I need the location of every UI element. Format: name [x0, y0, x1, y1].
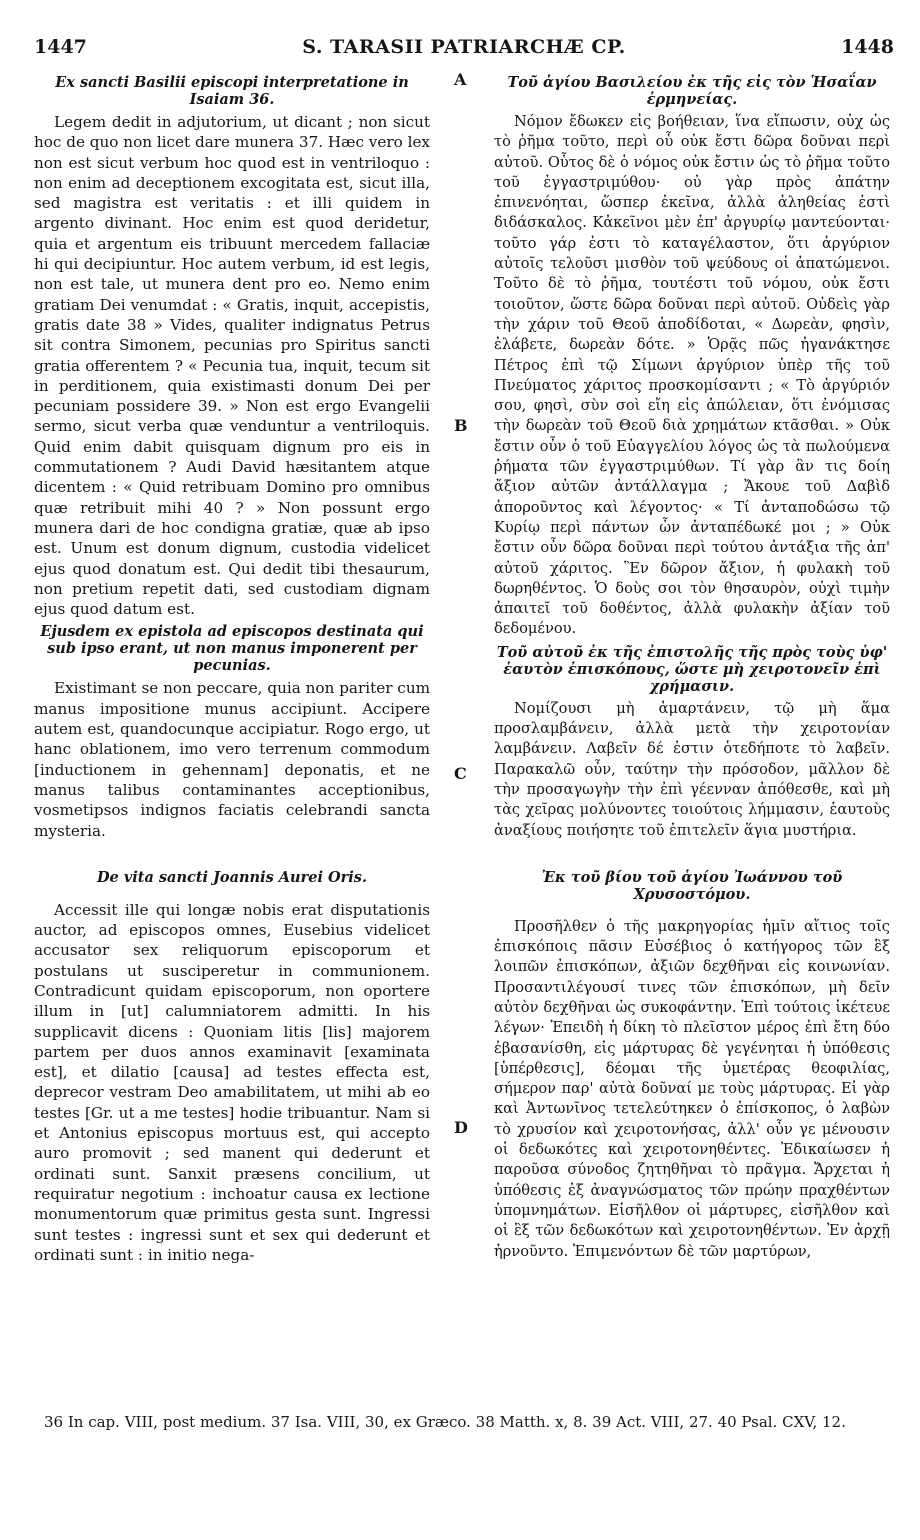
latin-paragraph-1: Legem dedit in adjutorium, ut dicant ; non sicut hoc de quo non licet dare munera 37. Hæc vero lex non est sicut verbum hoc quod est in ventriloquo : non enim ad deceptionem excogitata est, sicut illa, sed magistra est veritatis : et illi quidem in argento divinant. Hoc enim est quod deridetur, quia et argentum eis tribuunt mercedem fallaciæ hi qui decipiuntur. Hoc autem verbum, id est legis, non est tale, ut munera dent pro eo. Nemo enim gratiam Dei venumdat : « Gratis, inquit, accepistis, gratis date 38 » Vides, qualiter indignatus Petrus sit contra Simonem, pecunias pro Spiritus sancti gratia offerentem ? « Pecunia tua, inquit, tecum sit in perditionem, quia existimasti donum Dei per pecuniam possidere 39. » Non est ergo Evangelii sermo, sicut verba quæ venduntur a ventriloquis. Quid enim dabit quisquam dignum pro eis in commutationem ? Audi David hæsitantem atque dicentem : « Quid retribuam Domino pro omnibus quæ retribuit mihi 40 ? » Non possunt ergo munera dari de hoc condigna gratiæ, quæ ab ipso est. Unum est donum dignum, custodia videlicet ejus quod donatum est. Qui dedit tibi thesaurum, non pretium repetit dati, sed custodiam dignam ejus quod datum est. [34, 113, 430, 619]
running-title: S. TARASII PATRIARCHÆ CP. [302, 36, 626, 58]
latin-section-title-3: De vita sancti Joannis Aurei Oris. [96, 868, 368, 886]
left-page-number: 1447 [34, 36, 87, 58]
greek-paragraph-2: Νομίζουσι μὴ ἁμαρτάνειν, τῷ μὴ ἅμα προσλαμβάνειν, ἀλλὰ μετὰ τὴν χειροτονίαν λαμβάνειν. Λαβεῖν δέ ἐστιν ὁτεδήποτε τὸ λαβεῖν. Παρακαλῶ οὖν, ταύτην τὴν πρόσοδον, μᾶλλον δὲ τὴν προσαγωγὴν τὴν ἐπὶ γέενναν ἀπόθεσθε, καὶ μὴ τὰς χεῖρας μολύνοντες τοιούτοις λήμμασιν, ἑαυτοὺς ἀναξίους ποιήσητε τοῦ ἐπιτελεῖν ἅγια μυστήρια. [494, 699, 890, 839]
margin-marker-c: C [454, 764, 467, 783]
two-column-body [34, 70, 894, 1410]
greek-paragraph-3: Προσῆλθεν ὁ τῆς μακρηγορίας ἡμῖν αἴτιος τοῖς ἐπισκόποις πᾶσιν Εὐσέβιος ὁ κατήγορος τῶν ἓξ λοιπῶν ἐπισκόπων, ἀξιῶν δεχθῆναι εἰς κοινωνίαν. Προσαντιλέγουσί τινες τῶν ἐπισκόπων, μὴ δεῖν αὐτὸν δεχθῆναι ὡς συκοφάντην. Ἐπὶ τούτοις ἱκέτευε λέγων· Ἐπειδὴ ἡ δίκη τὸ πλεῖστον μέρος ἐπὶ ἔτη δύο ἐβασανίσθη, εἰς μάρτυρας δὲ γεγένηται ἡ ὑπόθεσις [ὑπέρθεσις], δέομαι τῆς ὑμετέρας θεοφιλίας, σήμερον παρ' αὐτὰ δοῦναί με τοὺς μάρτυρας. Εἰ γὰρ καὶ Ἀντωνῖνος τετελεύτηκεν ὁ ἐπίσκοπος, ὁ λαβὼν τὸ χρυσίον καὶ χειροτονήσας, ἀλλ' οὖν γε μένουσιν οἱ δεδωκότες καὶ χειροτονηθέντες. Ἐδικαίωσεν ἡ παροῦσα σύνοδος ζητηθῆναι τὸ πρᾶγμα. Ἄρχεται ἡ ὑπόθεσις ἐξ ἀναγνώσματος τῶν πρώην πραχθέντων ὑπομνημάτων. Εἰσῆλθον οἱ μάρτυρες, εἰσῆλθον καὶ οἱ ἓξ τῶν δεδωκότων καὶ χειροτονηθέντων. Ἐν ἀρχῇ ἠρνοῦντο. Ἐπιμενόντων δὲ τῶν μαρτύρων, [494, 917, 890, 1260]
greek-section-title-3: Ἐκ τοῦ βίου τοῦ ἁγίου Ἰωάννου τοῦ Χρυσοστόμου. [541, 868, 843, 903]
latin-section-title-1: Ex sancti Basilii episcopi interpretatione in Isaiam 36. [55, 74, 409, 108]
footnotes: 36 In cap. VIII, post medium. 37 Isa. VIII, 30, ex Græco. 38 Matth. x, 8. 39 Act. VIII, 27. 40 Psal. CXV, 12. [44, 1413, 846, 1431]
greek-paragraph-1: Νόμον ἔδωκεν εἰς βοήθειαν, ἵνα εἴπωσιν, οὐχ ὡς τὸ ῥῆμα τοῦτο, περὶ οὗ οὐκ ἔστι δῶρα δοῦναι περὶ αὐτοῦ. Οὗτος δὲ ὁ νόμος οὐκ ἔστιν ὡς τὸ ῥῆμα τοῦτο τοῦ ἐγγαστριμύθου· οὐ γὰρ πρὸς ἀπάτην ἐπινενόηται, ὥσπερ ἐκεῖνα, ἀλλὰ ἀληθείας ἐστὶ διδάσκαλος. Κἀκεῖνοι μὲν ἐπ' ἀργυρίῳ μαντεύονται· τοῦτο γάρ ἐστι τὸ καταγέλαστον, ὅτι ἀργύριον αὐτοῖς τελοῦσι μισθὸν τοῦ ψεύδους οἱ ἀπατώμενοι. Τοῦτο δὲ τὸ ῥῆμα, τουτέστι τοῦ νόμου, οὐκ ἔστι τοιοῦτον, ὥστε δῶρα δοῦναι περὶ αὐτοῦ. Οὐδεὶς γὰρ τὴν χάριν τοῦ Θεοῦ ἀποδίδοται, « Δωρεὰν, φησὶν, ἐλάβετε, δωρεὰν δότε. » Ὁρᾷς πῶς ἠγανάκτησε Πέτρος ἐπὶ τῷ Σίμωνι ἀργύριον ὑπὲρ τῆς τοῦ Πνεύματος χάριτος προσκομίσαντι ; « Τὸ ἀργύριόν σου, φησὶ, σὺν σοὶ εἴη εἰς ἀπώλειαν, ὅτι ἐνόμισας τὴν δωρεὰν τοῦ Θεοῦ διὰ χρημάτων κτᾶσθαι. » Οὐκ ἔστιν οὖν ὁ τοῦ Εὐαγγελίου λόγος ὡς τὰ πωλούμενα ῥήματα τῶν ἐγγαστριμύθων. Τί γὰρ ἂν τις δοίη ἄξιον αὐτῶν ἀντάλλαγμα ; Ἄκουε τοῦ Δαβὶδ ἀποροῦντος καὶ λέγοντος· « Τί ἀνταποδώσω τῷ Κυρίῳ περὶ πάντων ὧν ἀνταπέδωκέ μοι ; » Οὐκ ἔστιν οὖν δῶρα δοῦναι περὶ τούτου ἀντάξια τῆς ἀπ' αὐτοῦ χάριτος. Ἓν δῶρον ἄξιον, ἡ φυλακὴ τοῦ δωρηθέντος. Ὁ δοὺς σοι τὸν θησαυρὸν, οὐχὶ τιμὴν ἀπαιτεῖ τοῦ δοθέντος, ἀλλὰ φυλακὴν ἀξίαν τοῦ δεδομένου. [494, 113, 890, 638]
latin-paragraph-3: Accessit ille qui longæ nobis erat disputationis auctor, ad episcopos omnes, Eusebius videlicet accusator sex reliquorum episcoporum et postulans ut susciperetur in communionem. Contradicunt quidam episcoporum, non oportere illum in [ut] calumniatorem admitti. In his supplicavit dicens : Quoniam litis [lis] majorem partem per duos annos examinavit [examinata est], et dilatio [causa] ad testes effecta est, deprecor vestram Deo amabilitatem, ut mihi ab eo testes [Gr. ut a me testes] hodie tribuantur. Nam si et Antonius episcopus mortuus est, qui accepto auro promovit ; sed manent qui dederunt et ordinati sunt. Sanxit præsens concilium, ut requiratur negotium : inchoatur causa ex lectione monumentorum quæ primitus gesta sunt. Ingressi sunt testes : ingressi sunt et sex qui dederunt et ordinati sunt : in initio nega- [34, 900, 430, 1264]
latin-column [34, 70, 430, 1265]
greek-section-title-1: Τοῦ ἁγίου Βασιλείου ἐκ τῆς εἰς τὸν Ἡσαΐαν ἑρμηνείας. [507, 74, 877, 108]
right-page-number: 1448 [841, 36, 894, 58]
page-header [34, 36, 894, 62]
latin-section-title-2: Ejusdem ex epistola ad episcopos destinata qui sub ipso erant, ut non manus imponerent per pecunias. [40, 623, 424, 675]
latin-paragraph-2: Existimant se non peccare, quia non pariter cum manus impositione munus accipiunt. Accipere autem est, quandocunque accipiatur. Rogo ergo, ut hanc oblationem, imo vero terrenum commodum [inductionem in gehennam] deponatis, et ne manus talibus contaminantes acceptionibus, vosmetipsos indignos faciatis celebrandi sancta mysteria. [34, 679, 430, 840]
greek-column [494, 70, 890, 1262]
greek-section-title-2: Τοῦ αὐτοῦ ἐκ τῆς ἐπιστολῆς τῆς πρὸς τοὺς ὑφ' ἑαυτὸν ἐπισκόπους, ὥστε μὴ χειροτονεῖν ἐπὶ χρήμασιν. [496, 643, 888, 695]
margin-marker-a: A [454, 70, 467, 89]
margin-marker-b: B [454, 416, 468, 435]
margin-marker-d: D [454, 1118, 468, 1137]
